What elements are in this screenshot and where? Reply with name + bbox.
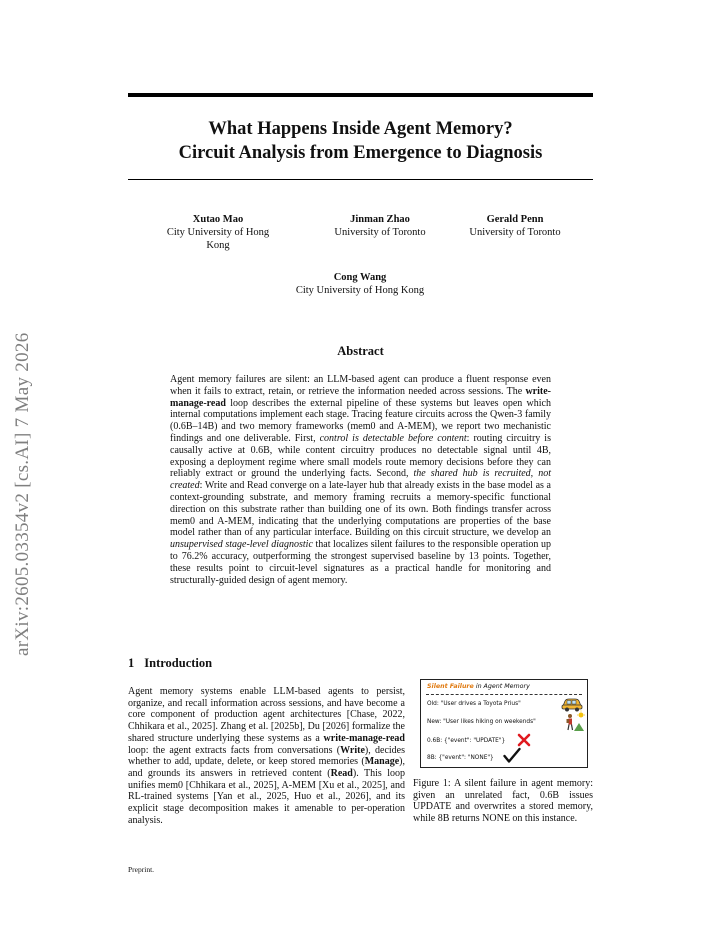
section-heading <box>128 656 212 671</box>
figure-caption: Figure 1: A silent failure in agent memory: given an unrelated fact, 0.6B issues UPDATE and overwrites a stored memory, while 8B returns NONE on this instance. <box>413 778 593 825</box>
intro-text: loop: the agent extracts facts from conversations ( <box>128 744 341 756</box>
abstract-text: that localizes silent failures to the responsible operation up to 76.2% accuracy, outperforming the strongest supervised baseline by 13 points. Together, these results point to circuit-level signatures as a practical handle for monitoring and structurally-guided design of agent memory. <box>170 539 552 586</box>
figure-new-fact: New: "User likes hiking on weekends" <box>427 719 536 725</box>
figure-divider <box>426 694 582 695</box>
abstract-text: Agent memory failures are silent: an LLM-based agent can produce a fluent response even when it fails to extract, retain, or retrieve the information needed across sessions. The <box>170 374 551 397</box>
intro-bold-term: Manage <box>364 756 400 768</box>
title-line-1: What Happens Inside Agent Memory? <box>208 119 513 139</box>
figure-heading-highlight: Silent Failure <box>427 683 474 690</box>
check-mark-icon <box>503 747 521 764</box>
intro-text: Agent memory systems enable LLM-based agents to persist, organize, and recall information across sessions, and have become a core component of production agent architectures [Chase, 2022, Chhikara et al., 2025]. Zhang et al. [2025b], Du [2026] formalize the shared structure underlying these systems as a <box>128 686 405 744</box>
figure-heading <box>427 683 530 690</box>
author-name: Gerald Penn <box>486 214 544 225</box>
intro-text: ), decides whether to add, update, delete, or keep stored memories ( <box>128 744 405 768</box>
abstract-text: : Write and Read converge on a late-layer hub that already exists in the base model as a context-grounding substrate, and memory framing recruits a memory-specific functional direction on this substrate rather than building one of its own. Both findings transfer across mem0 and A-MEM, indicating that the underlying computations are properties of the base model rather than of any particular interface. Building on this circuit structure, we develop an <box>170 480 551 539</box>
author-affiliation: University of Toronto <box>469 227 561 238</box>
abstract-italic-finding: control is detectable before content <box>319 432 467 444</box>
author-affiliation: City University of Hong Kong <box>295 285 425 296</box>
author-block-4 <box>270 271 450 297</box>
author-affiliation: University of Toronto <box>334 227 426 238</box>
title-line-2: Circuit Analysis from Emergence to Diagnosis <box>178 143 543 163</box>
intro-bold-term: write-manage-read <box>323 732 405 744</box>
introduction-body <box>128 686 405 826</box>
author-affiliation: City University of Hong Kong <box>166 227 270 251</box>
cross-mark-icon <box>517 733 531 747</box>
figure-old-memory: Old: "User drives a Toyota Prius" <box>427 701 521 707</box>
section-title: Introduction <box>144 656 213 670</box>
abstract-italic-finding: unsupervised stage-level diagnostic <box>170 539 313 551</box>
figure-1 <box>420 679 588 768</box>
section-number: 1 <box>128 656 135 670</box>
hiker-icon <box>564 710 586 732</box>
author-name: Xutao Mao <box>192 214 244 225</box>
intro-bold-term: Write <box>340 744 365 756</box>
arxiv-identifier: arXiv:2605.03354v2 [cs.AI] 7 May 2026 <box>12 332 33 656</box>
abstract-bold-term: write-manage-read <box>170 385 551 409</box>
abstract-text: : routing circuitry is causally active at 0.6B, while content circuitry produces no detectable signal until 4B, exposing a deployment regime where small models route memory decisions before they can reliably extract or ground the underlying facts. Second, <box>170 432 551 480</box>
title-bottom-rule <box>128 179 593 180</box>
intro-bold-term: Read <box>330 767 353 779</box>
abstract-text: loop describes the external pipeline of these systems but leaves open which internal computations implement each stage. Tracing feature circuits across the Qwen-3 family (0.6B–14B) and two memory frameworks (mem0 and A-MEM), we report two mechanistic findings and one deliverable. First, <box>170 397 551 444</box>
author-name: Cong Wang <box>333 272 387 283</box>
intro-text: ). This loop unifies mem0 [Chhikara et al., 2025], A-MEM [Xu et al., 2025], and RL-trained systems [Yan et al., 2025, Huo et al., 2026], and its explicit stage decomposition makes it amenable to per-operation analysis. <box>128 767 405 826</box>
figure-large-model-output: 8B: {"event": "NONE"} <box>427 755 494 761</box>
figure-heading-text: in Agent Memory <box>473 683 530 690</box>
author-block-2 <box>320 213 440 239</box>
figure-small-model-output: 0.6B: {"event": "UPDATE"} <box>427 738 506 744</box>
author-name: Jinman Zhao <box>350 214 410 225</box>
footer-preprint: Preprint. <box>128 865 155 874</box>
intro-text: ), and grounds its answers in retrieved content ( <box>128 756 405 779</box>
title-top-rule <box>128 93 593 97</box>
abstract-body <box>170 374 551 586</box>
abstract-italic-finding: the shared hub is recruited, not created <box>170 468 551 492</box>
paper-title <box>128 117 593 165</box>
author-block-1 <box>158 213 278 252</box>
abstract-heading: Abstract <box>337 344 384 358</box>
author-block-3 <box>455 213 575 239</box>
